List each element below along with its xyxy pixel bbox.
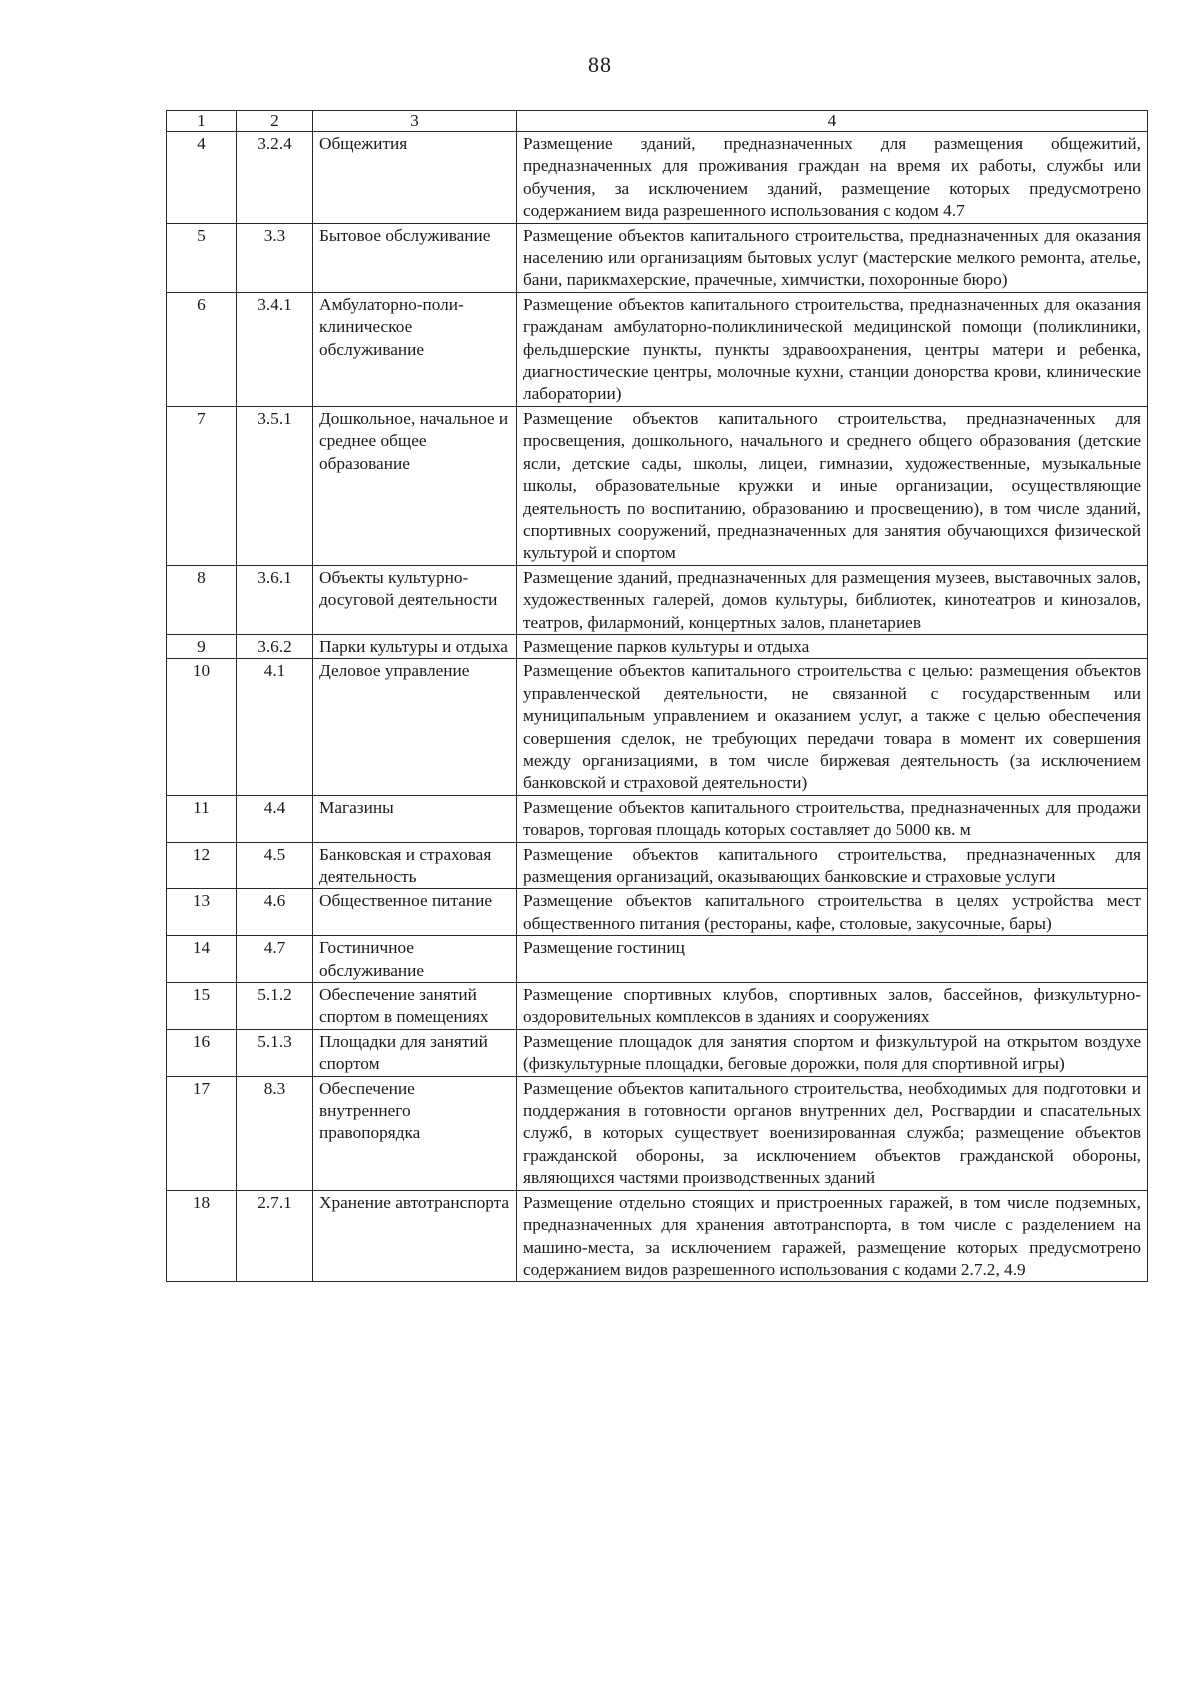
table-row [167,889,1148,936]
row-number-cell: 16 [167,1029,237,1076]
use-code-cell: 5.1.3 [237,1029,313,1076]
table-row [167,1076,1148,1190]
use-description-cell: Размещение площадок для занятия спортом и физкультурой на открытом воздухе (физкультурные площадки, беговые дорожки, поля для спортивной игры) [517,1029,1148,1076]
row-number-cell: 6 [167,292,237,406]
row-number-cell: 17 [167,1076,237,1190]
row-number-cell: 15 [167,983,237,1030]
use-description-cell: Размещение объектов капитального строительства, предназначенных для оказания гражданам амбулаторно-поликлинической медицинской помощи (поликлиники, фельдшерские пункты, пункты здравоохранения, центры матери и ребенка, диагностические центры, молочные кухни, станции донорства крови, клинические лаборатории) [517,292,1148,406]
row-number-cell: 9 [167,634,237,658]
use-name-cell: Хранение автотранспорта [313,1190,517,1282]
table-row [167,292,1148,406]
use-description-cell: Размещение зданий, предназначенных для размещения общежитий, предназначенных для проживания граждан на время их работы, службы или обучения, за исключением зданий, размещение которых предусмотрено содержанием вида разрешенного использования с кодом 4.7 [517,132,1148,224]
use-description-cell: Размещение спортивных клубов, спортивных залов, бассейнов, физкультурно-оздоровительных комплексов в зданиях и сооружениях [517,983,1148,1030]
table-row [167,1190,1148,1282]
use-code-cell: 8.3 [237,1076,313,1190]
table-body [167,111,1148,1282]
row-number-cell: 18 [167,1190,237,1282]
table-row [167,634,1148,658]
use-code-cell: 4.4 [237,795,313,842]
row-number-cell: 12 [167,842,237,889]
use-code-cell: 3.4.1 [237,292,313,406]
table-row [167,1029,1148,1076]
use-code-cell: 4.1 [237,659,313,795]
use-description-cell: Размещение объектов капитального строительства, предназначенных для просвещения, дошкольного, начального и среднего общего образования (детские ясли, детские сады, школы, лицеи, гимназии, художественные, музыкальные школы, образовательные кружки и иные организации, осуществляющие деятельность по воспитанию, образованию и просвещению), в том числе зданий, спортивных сооружений, предназначенных для занятия обучающихся физической культурой и спортом [517,406,1148,565]
table-row [167,565,1148,634]
use-description-cell: Размещение объектов капитального строительства, предназначенных для продажи товаров, торговая площадь которых составляет до 5000 кв. м [517,795,1148,842]
use-description-cell: Размещение отдельно стоящих и пристроенных гаражей, в том числе подземных, предназначенных для хранения автотранспорта, в том числе с разделением на машино-места, за исключением гаражей, размещение которых предусмотрено содержанием видов разрешенного использования с кодами 2.7.2, 4.9 [517,1190,1148,1282]
use-code-cell: 3.6.1 [237,565,313,634]
row-number-cell: 5 [167,223,237,292]
column-header: 3 [313,111,517,132]
use-description-cell: Размещение объектов капитального строительства с целью: размещения объектов управленческой деятельности, не связанной с государственным или муниципальным управлением и оказанием услуг, а также с целью обеспечения совершения сделок, не требующих передачи товара в момент их совершения между организациями, в том числе биржевая деятельность (за исключением банковской и страховой деятельности) [517,659,1148,795]
use-name-cell: Общежития [313,132,517,224]
table-header-row [167,111,1148,132]
table-row [167,406,1148,565]
use-name-cell: Дошкольное, начальное и среднее общее образование [313,406,517,565]
use-name-cell: Магазины [313,795,517,842]
table-row [167,223,1148,292]
use-code-cell: 4.5 [237,842,313,889]
row-number-cell: 14 [167,936,237,983]
page-number: 88 [588,52,612,77]
use-description-cell: Размещение зданий, предназначенных для размещения музеев, выставочных залов, художественных галерей, домов культуры, библиотек, кинотеатров и кинозалов, театров, филармоний, концертных залов, планетариев [517,565,1148,634]
use-description-cell: Размещение гостиниц [517,936,1148,983]
table-row [167,132,1148,224]
use-code-cell: 5.1.2 [237,983,313,1030]
row-number-cell: 4 [167,132,237,224]
use-code-cell: 3.3 [237,223,313,292]
use-name-cell: Деловое управление [313,659,517,795]
use-code-cell: 3.6.2 [237,634,313,658]
use-description-cell: Размещение объектов капитального строительства в целях устройства мест общественного питания (рестораны, кафе, столовые, закусочные, бары) [517,889,1148,936]
use-name-cell: Площадки для занятий спортом [313,1029,517,1076]
use-code-cell: 2.7.1 [237,1190,313,1282]
use-name-cell: Гостиничное обслуживание [313,936,517,983]
land-use-table [166,110,1148,1282]
row-number-cell: 10 [167,659,237,795]
use-name-cell: Банковская и страховая деятельность [313,842,517,889]
use-description-cell: Размещение парков культуры и отдыха [517,634,1148,658]
row-number-cell: 7 [167,406,237,565]
use-name-cell: Обеспечение внутреннего правопорядка [313,1076,517,1190]
table-row [167,842,1148,889]
column-header: 4 [517,111,1148,132]
column-header: 1 [167,111,237,132]
row-number-cell: 11 [167,795,237,842]
use-name-cell: Объекты культурно-досуговой деятельности [313,565,517,634]
table-row [167,936,1148,983]
use-name-cell: Парки культуры и отдыха [313,634,517,658]
use-name-cell: Обеспечение занятий спортом в помещениях [313,983,517,1030]
table-row [167,795,1148,842]
row-number-cell: 8 [167,565,237,634]
use-name-cell: Общественное питание [313,889,517,936]
use-name-cell: Амбулаторно-поли-клиническое обслуживание [313,292,517,406]
row-number-cell: 13 [167,889,237,936]
use-code-cell: 4.7 [237,936,313,983]
table-row [167,659,1148,795]
use-code-cell: 3.2.4 [237,132,313,224]
use-name-cell: Бытовое обслуживание [313,223,517,292]
use-description-cell: Размещение объектов капитального строительства, предназначенных для оказания населению или организациям бытовых услуг (мастерские мелкого ремонта, ателье, бани, парикмахерские, прачечные, химчистки, похоронные бюро) [517,223,1148,292]
use-description-cell: Размещение объектов капитального строительства, необходимых для подготовки и поддержания в готовности органов внутренних дел, Росгвардии и спасательных служб, в которых существует военизированная служба; размещение объектов гражданской обороны, за исключением объектов гражданской обороны, являющихся частями производственных зданий [517,1076,1148,1190]
use-description-cell: Размещение объектов капитального строительства, предназначенных для размещения организаций, оказывающих банковские и страховые услуги [517,842,1148,889]
column-header: 2 [237,111,313,132]
table-row [167,983,1148,1030]
use-code-cell: 3.5.1 [237,406,313,565]
use-code-cell: 4.6 [237,889,313,936]
